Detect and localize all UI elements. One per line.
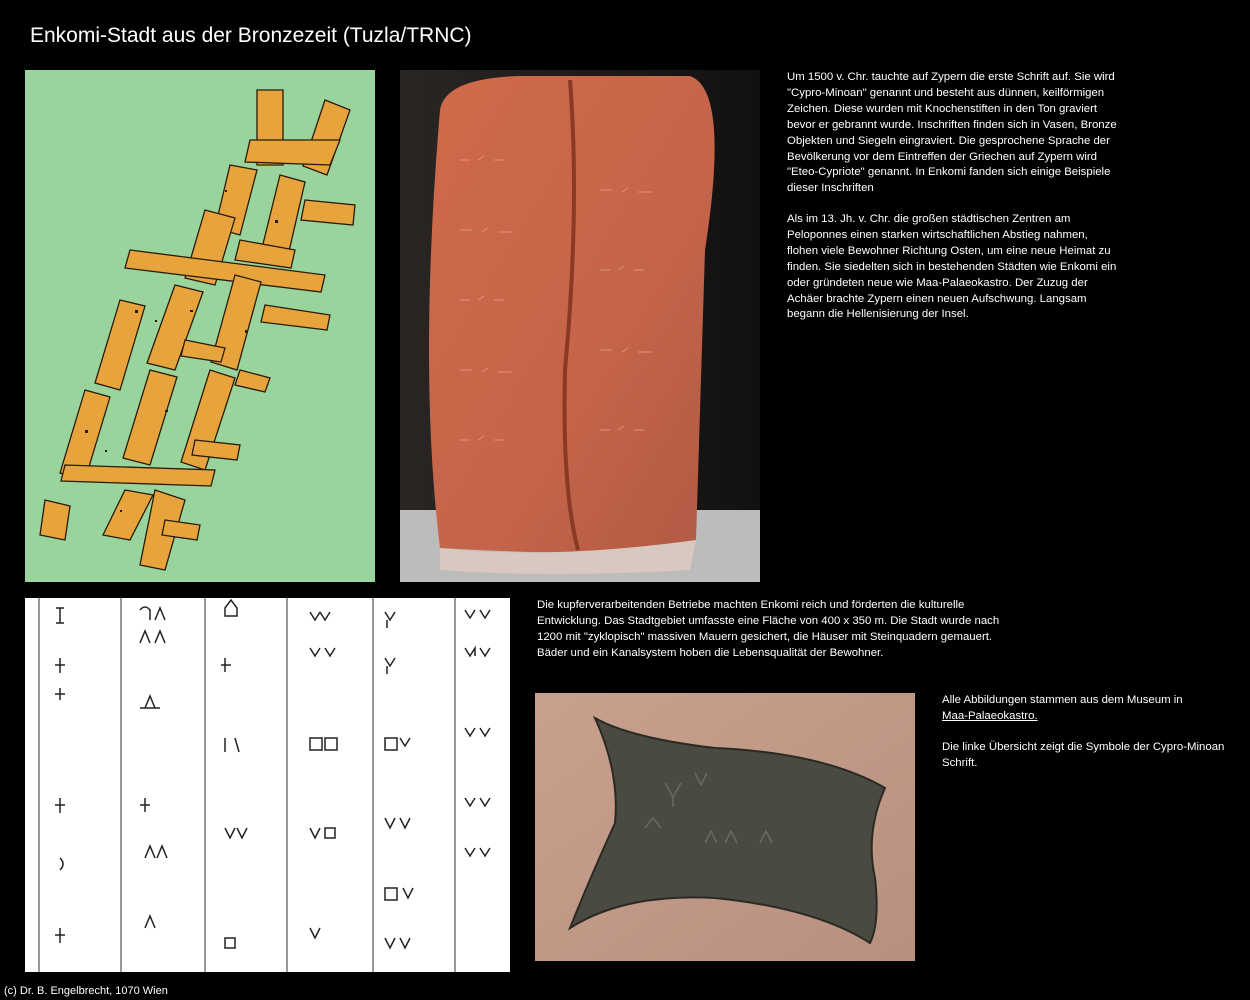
text-paragraph-source — [942, 693, 1232, 725]
text-paragraph-history: Als im 13. Jh. v. Chr. die großen städtischen Zentren am Peloponnes einen starken wirtschaftlichen Abstieg nahmen, flohen viele Bewohner Richtung Osten, um eine neue Heimat zu finden. Sie siedelten sich in bestehenden Städten wie Enkomi ein oder gründeten neue wie Maa-Palaeokastro. Der Zuzug der Achäer brachte Zypern einen neuen Aufschwung. Langsam begann die Hellenisierung der Insel. — [787, 213, 1117, 321]
cypro-minoan-symbol-chart-image — [25, 598, 510, 972]
page-title: Enkomi-Stadt aus der Bronzezeit (Tuzla/TRNC) — [30, 24, 472, 47]
source-text: Alle Abbildungen stammen aus dem Museum in — [942, 694, 1183, 706]
text-paragraph-writing: Um 1500 v. Chr. tauchte auf Zypern die erste Schrift auf. Sie wird "Cypro-Minoan" genannt und besteht aus dünnen, keilförmigen Zeichen. Diese wurden mit Knochenstiften in den Ton graviert bevor er gebrannt wurde. Inschriften finden sich in Vasen, Bronze Objekten und Siegeln eingraviert. Die gesprochene Sprache der Bevölkerung vor dem Eintreffen der Griechen auf Zypern wird "Eteo-Cypriote" genannt. In Enkomi fanden sich einige Beispiele dieser Inschriften — [787, 71, 1117, 195]
bronze-ingot-image — [535, 693, 915, 961]
text-paragraph-city: Die kupferverarbeitenden Betriebe machten Enkomi reich und förderten die kulturelle Entwicklung. Das Stadtgebiet umfasste eine Fläche von 400 x 350 m. Die Stadt wurde nach 1200 mit "zyklopisch" massiven Mauern gesichert, die Häuser mit Steinquadern gemauert. Bäder und ein Kanalsystem hoben die Lebensqualität der Bewohner. — [537, 599, 1000, 659]
footer-copyright: (c) Dr. B. Engelbrecht, 1070 Wien — [4, 985, 168, 997]
city-plan-image — [25, 70, 375, 582]
text-paragraph-chart-note: Die linke Übersicht zeigt die Symbole der Cypro-Minoan Schrift. — [942, 741, 1225, 769]
museum-link[interactable]: Maa-Palaeokastro. — [942, 709, 1038, 722]
clay-tablet-image — [400, 70, 760, 582]
